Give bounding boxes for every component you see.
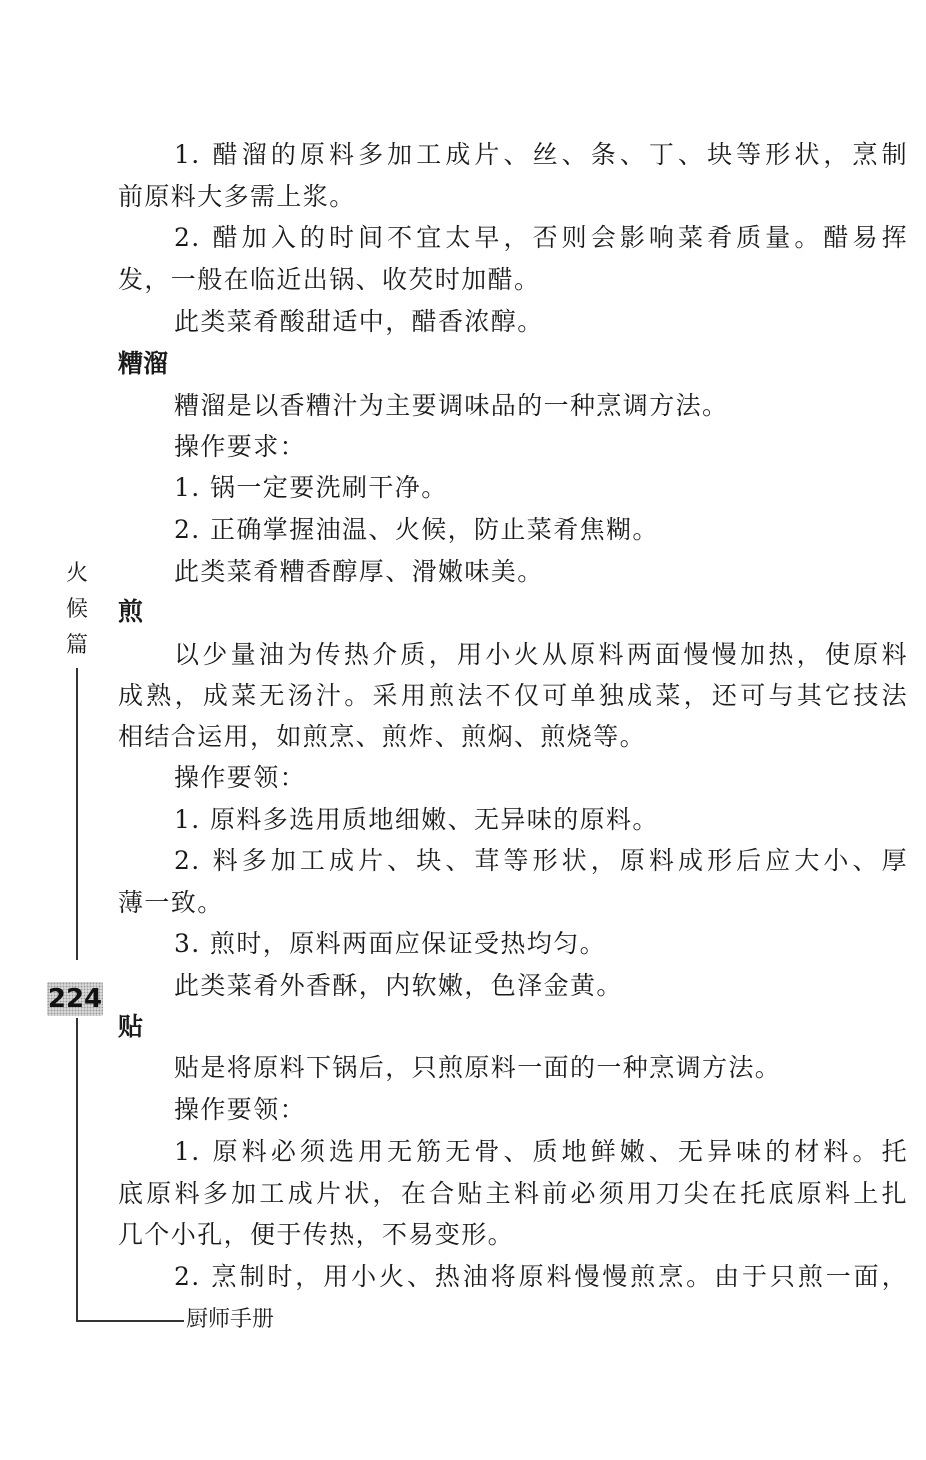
page-number: 224 [47, 984, 103, 1014]
side-title-char: 篇 [65, 633, 88, 658]
text-line: 底原料多加工成片状，在合贴主料前必须用刀尖在托底原料上扎 [118, 1179, 908, 1208]
margin-rule-lower [76, 1018, 78, 1322]
text-line: 2. 醋加入的时间不宜太早，否则会影响菜肴质量。醋易挥 [174, 223, 908, 252]
text-line: 操作要求： [174, 432, 307, 461]
text-line: 发，一般在临近出锅、收芡时加醋。 [118, 265, 541, 294]
text-line: 前原料大多需上浆。 [118, 182, 356, 211]
text-line: 2. 料多加工成片、块、茸等形状，原料成形后应大小、厚 [174, 846, 908, 875]
text-line: 此类菜肴酸甜适中，醋香浓醇。 [174, 307, 544, 336]
side-chapter-title [63, 556, 91, 664]
section-heading: 贴 [118, 1012, 144, 1041]
text-line: 3. 煎时，原料两面应保证受热均匀。 [174, 929, 607, 958]
text-line: 1. 原料必须选用无筋无骨、质地鲜嫩、无异味的材料。托 [174, 1137, 908, 1166]
side-title-char: 候 [65, 597, 88, 622]
text-line: 2. 烹制时，用小火、热油将原料慢慢煎烹。由于只煎一面， [174, 1262, 908, 1291]
text-line: 相结合运用，如煎烹、煎炸、煎焖、煎烧等。 [118, 722, 647, 751]
side-title-char: 火 [65, 561, 88, 586]
margin-rule-upper [76, 668, 78, 960]
text-line: 此类菜肴外香酥，内软嫩，色泽金黄。 [174, 971, 623, 1000]
section-heading: 煎 [118, 597, 144, 626]
text-line: 成熟，成菜无汤汁。采用煎法不仅可单独成菜，还可与其它技法 [118, 681, 908, 710]
text-line: 操作要领： [174, 1095, 307, 1124]
text-line: 1. 醋溜的原料多加工成片、丝、条、丁、块等形状，烹制 [174, 140, 908, 169]
text-line: 1. 锅一定要洗刷干净。 [174, 473, 448, 502]
text-line: 1. 原料多选用质地细嫩、无异味的原料。 [174, 805, 659, 834]
text-line: 此类菜肴糟香醇厚、滑嫩味美。 [174, 557, 544, 586]
text-line: 糟溜是以香糟汁为主要调味品的一种烹调方法。 [174, 391, 729, 420]
text-line: 贴是将原料下锅后，只煎原料一面的一种烹调方法。 [174, 1053, 782, 1082]
footer-rule [76, 1320, 184, 1322]
text-line: 几个小孔，便于传热，不易变形。 [118, 1220, 515, 1249]
section-heading: 糟溜 [118, 349, 169, 378]
text-line: 以少量油为传热介质，用小火从原料两面慢慢加热，使原料 [174, 640, 908, 669]
text-line: 2. 正确掌握油温、火候，防止菜肴焦糊。 [174, 515, 659, 544]
text-line: 薄一致。 [118, 888, 224, 917]
footer-book-title: 厨师手册 [186, 1307, 275, 1332]
text-line: 操作要领： [174, 763, 307, 792]
